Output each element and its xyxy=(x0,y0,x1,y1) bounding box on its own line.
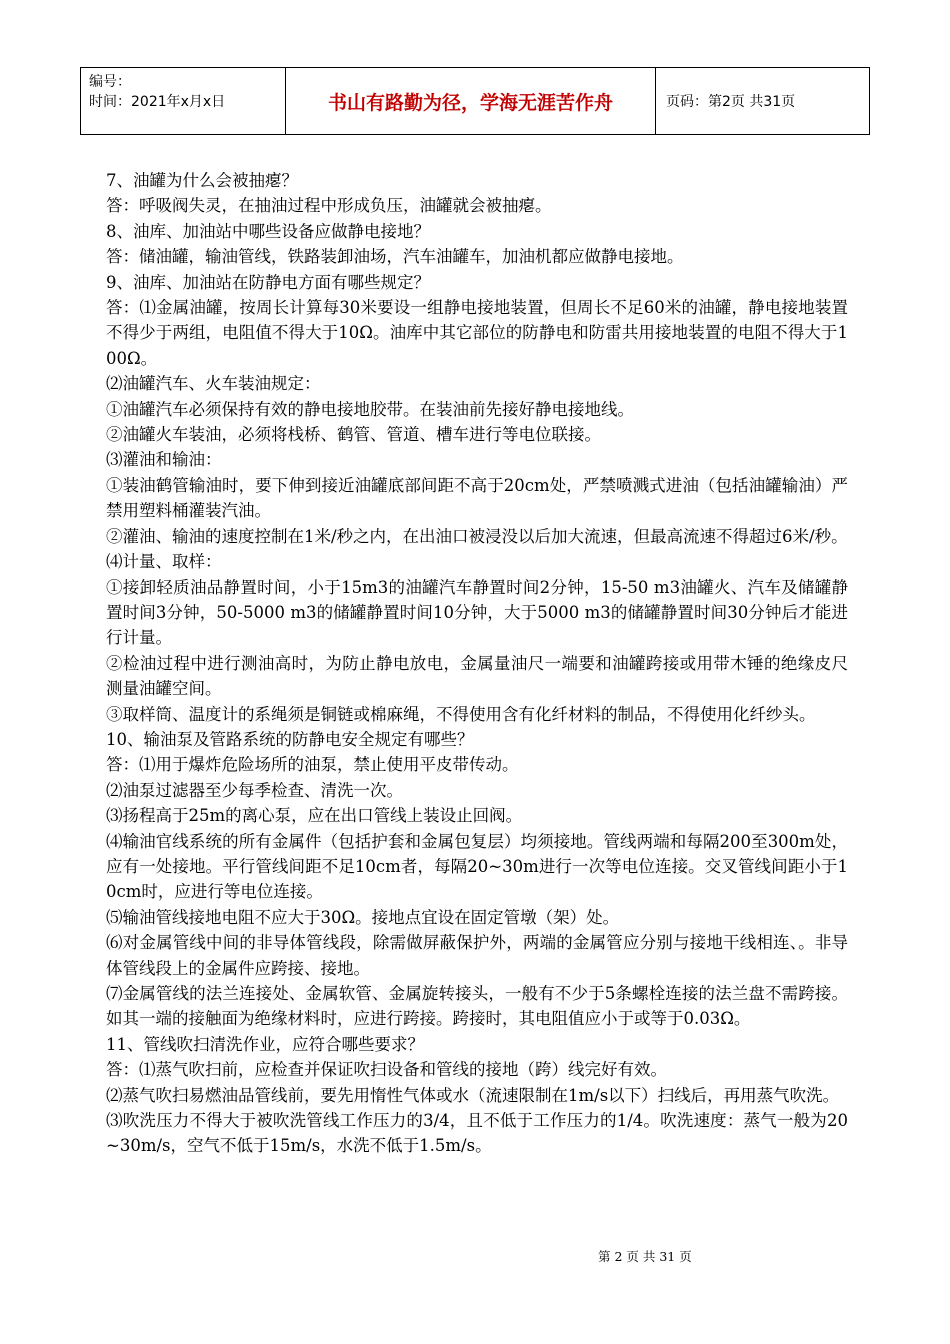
answer-9-item-3: ⑶灌油和输油： xyxy=(106,450,222,470)
page-header xyxy=(80,67,870,135)
question-8: 8、油库、加油站中哪些设备应做静电接地？ xyxy=(106,221,430,241)
answer-8: 答：储油罐，输油管线，铁路装卸油场，汽车油罐车，加油机都应做静电接地。 xyxy=(106,247,684,267)
answer-10-item-6: ⑹对金属管线中间的非导体管线段，除需做屏蔽保护外，两端的金属管应分别与接地干线相连、。非导体管线段上的金属件应跨接、接地。 xyxy=(106,933,848,978)
answer-9-item-2-2: ②油罐火车装油，必须将栈桥、鹤管、管道、槽车进行等电位联接。 xyxy=(106,425,601,445)
question-7: 7、油罐为什么会被抽瘪？ xyxy=(106,171,298,190)
answer-7: 答：呼吸阀失灵，在抽油过程中形成负压，油罐就会被抽瘪。 xyxy=(106,196,552,216)
question-11: 11、管线吹扫清洗作业，应符合哪些要求？ xyxy=(106,1034,424,1054)
answer-10-item-7: ⑺金属管线的法兰连接处、金属软管、金属旋转接头，一般有不少于5条螺栓连接的法兰盘不需跨接。如其一端的接触面为绝缘材料时，应进行跨接。跨接时，其电阻值应小于或等于0.03Ω。 xyxy=(106,984,848,1029)
answer-9-item-4-2: ②检油过程中进行测油高时，为防止静电放电，金属量油尺一端要和油罐跨接或用带木锤的绝缘皮尺测量油罐空间。 xyxy=(106,653,848,699)
answer-9-item-1: 答：⑴金属油罐，按周长计算每30米要设一组静电接地装置，但周长不足60米的油罐，静电接地装置不得少于两组，电阻值不得大于10Ω。油库中其它部位的防静电和防雷共用接地装置的电阻不得大于100Ω。 xyxy=(106,298,848,368)
serial-number-label: 编号： xyxy=(89,74,131,90)
header-page-info: 页码：第2页 共31页 xyxy=(666,94,796,110)
document-body xyxy=(106,168,848,1159)
answer-9-item-3-2: ②灌油、输油的速度控制在1米/秒之内，在出油口被浸没以后加大流速，但最高流速不得超过6米/秒。 xyxy=(106,526,848,546)
answer-10-item-5: ⑸输油管线接地电阻不应大于30Ω。接地点宜设在固定管墩（架）处。 xyxy=(106,907,620,927)
page-footer: 第 2 页 共 31 页 xyxy=(598,1249,692,1264)
answer-9-item-2-1: ①油罐汽车必须保持有效的静电接地胶带。在装油前先接好静电接地线。 xyxy=(106,399,634,419)
answer-9-item-2: ⑵油罐汽车、火车装油规定： xyxy=(106,374,321,394)
answer-9-item-4: ⑷计量、取样： xyxy=(106,552,222,572)
date-label: 时间：2021年x月x日 xyxy=(89,94,226,110)
answer-9-item-3-1: ①装油鹤管输油时，要下伸到接近油罐底部间距不高于20cm处，严禁喷溅式进油（包括油罐输油）严禁用塑料桶灌装汽油。 xyxy=(106,475,848,521)
question-9: 9、油库、加油站在防静电方面有哪些规定？ xyxy=(106,272,430,292)
question-10: 10、输油泵及管路系统的防静电安全规定有哪些？ xyxy=(106,729,474,749)
answer-9-item-4-1: ①接卸轻质油品静置时间，小于15m3的油罐汽车静置时间2分钟，15-50 m3油罐火、汽车及储罐静置时间3分钟，50-5000 m3的储罐静置时间10分钟，大于5000 m3的储罐静置时间30分钟后才能进行计量。 xyxy=(106,577,848,648)
answer-9-item-4-3: ③取样筒、温度计的系绳须是铜链或棉麻绳，不得使用含有化纤材料的制品，不得使用化纤纱头。 xyxy=(106,704,816,724)
answer-11-item-2: ⑵蒸气吹扫易燃油品管线前，要先用惰性气体或水（流速限制在1m/s以下）扫线后，再用蒸气吹洗。 xyxy=(106,1085,840,1105)
answer-10-item-2: ⑵油泵过滤器至少每季检查、清洗一次。 xyxy=(106,780,403,800)
answer-10-item-1: 答：⑴用于爆炸危险场所的油泵，禁止使用平皮带传动。 xyxy=(106,755,519,775)
answer-11-item-3: ⑶吹洗压力不得大于被吹洗管线工作压力的3/4，且不低于工作压力的1/4。吹洗速度：蒸气一般为20~30m/s，空气不低于15m/s，水洗不低于1.5m/s。 xyxy=(106,1111,848,1156)
answer-10-item-3: ⑶扬程高于25m的离心泵，应在出口管线上装设止回阀。 xyxy=(106,806,523,826)
answer-10-item-4: ⑷输油官线系统的所有金属件（包括护套和金属包复层）均须接地。管线两端和每隔200至300m处，应有一处接地。平行管线间距不足10cm者，每隔20~30m进行一次等电位连接。交叉管线间距小于10cm时，应进行等电位连接。 xyxy=(106,831,848,902)
header-motto: 书山有路勤为径，学海无涯苦作舟 xyxy=(286,68,656,134)
answer-11-item-1: 答：⑴蒸气吹扫前，应检查并保证吹扫设备和管线的接地（跨）线完好有效。 xyxy=(106,1060,667,1080)
header-meta xyxy=(81,68,286,134)
